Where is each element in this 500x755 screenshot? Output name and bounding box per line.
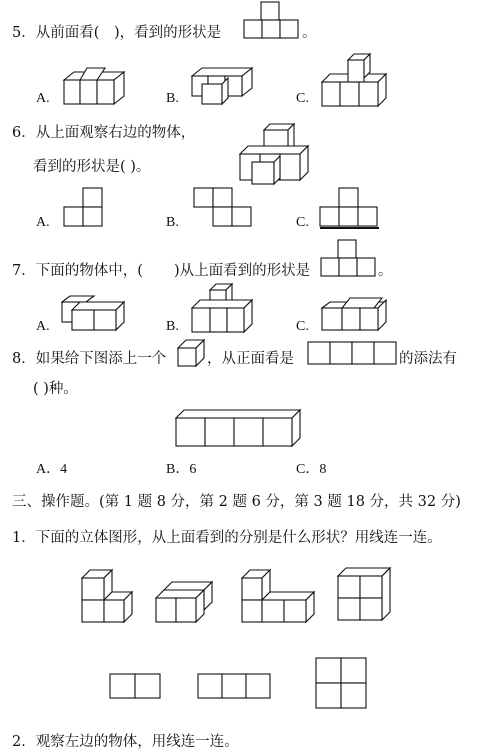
- q8-option-c: C．8: [296, 462, 327, 477]
- q5-option-b-label: B.: [166, 91, 179, 106]
- q6-option-c-label: C.: [296, 215, 309, 230]
- q7-text-b: )从上面看到的形状是: [174, 263, 311, 279]
- q7-text-a: 7．下面的物体中，(: [12, 263, 143, 279]
- q6-option-c-figure: [318, 186, 384, 232]
- q8-text-b: ，从正面看是: [207, 351, 294, 367]
- p1-top-view-3: [314, 656, 368, 710]
- q7-text-c: 。: [378, 263, 393, 279]
- p1-top-view-1: [108, 672, 162, 700]
- q6-option-b-label: B.: [166, 215, 179, 230]
- q6-line1: 6．从上面观察右边的物体，: [12, 125, 196, 141]
- q6-option-b-figure: [192, 186, 256, 230]
- q6-line2: 看到的形状是( )。: [33, 159, 151, 175]
- q5-option-a-label: A.: [36, 91, 50, 106]
- q7-option-c-figure: [320, 294, 392, 334]
- p1-solid-3: [240, 568, 316, 624]
- q5-text-a: 5．从前面看(: [12, 25, 100, 41]
- q8-front-view-shape: [306, 340, 398, 366]
- p1-text: 1．下面的立体图形，从上面看到的分别是什么形状？用线连一连。: [12, 530, 442, 546]
- q7-option-a-figure: [60, 294, 126, 334]
- q7-option-c-label: C.: [296, 319, 309, 334]
- section3-title: 三、操作题。(第 1 题 8 分，第 2 题 6 分，第 3 题 18 分，共 32 分): [12, 494, 461, 510]
- p1-solid-4: [336, 566, 392, 624]
- q8-cube-icon: [176, 338, 208, 370]
- q7-option-b-label: B.: [166, 319, 179, 334]
- q8-option-a: A．4: [36, 462, 68, 477]
- q8-base-figure: [174, 408, 304, 450]
- q6-option-a-label: A.: [36, 215, 50, 230]
- q8-text-a: 8．如果给下图添上一个: [12, 351, 167, 367]
- p1-solid-1: [80, 568, 134, 624]
- q5-option-b-figure: [190, 66, 262, 108]
- q6-option-a-figure: [62, 186, 106, 230]
- q6-object-figure: [238, 122, 310, 186]
- q8-line2: ( )种。: [33, 381, 78, 397]
- p1-top-view-2: [196, 672, 272, 700]
- q7-target-shape: [320, 238, 380, 278]
- q5-target-shape: [243, 0, 303, 40]
- p1-solid-2: [154, 580, 216, 624]
- q7-option-b-figure: [190, 282, 256, 334]
- q5-text-c: 。: [302, 25, 317, 41]
- q8-option-b: B．6: [166, 462, 197, 477]
- q8-text-c: 的添法有: [399, 351, 457, 367]
- q7-option-a-label: A.: [36, 319, 50, 334]
- q5-text-b: )，看到的形状是: [114, 25, 222, 41]
- p2-text: 2．观察左边的物体，用线连一连。: [12, 734, 239, 750]
- q5-option-c-figure: [320, 54, 392, 108]
- q5-option-c-label: C.: [296, 91, 309, 106]
- q5-option-a-figure: [60, 66, 132, 108]
